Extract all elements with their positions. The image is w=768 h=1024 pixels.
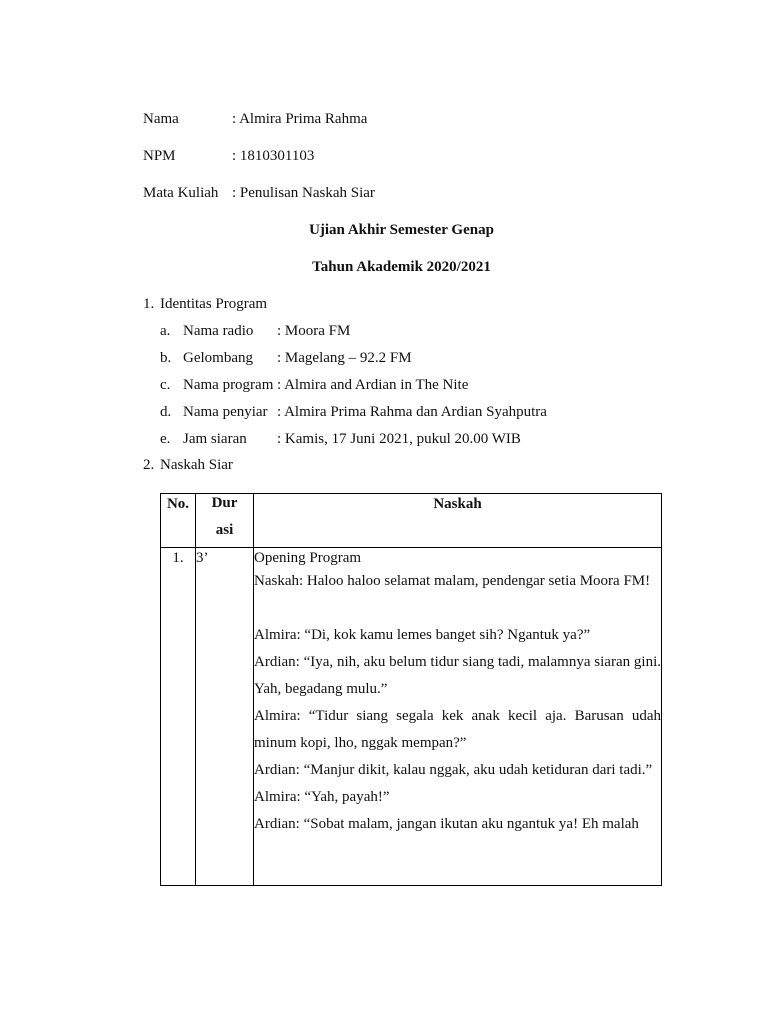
header-naskah-cell <box>254 494 662 548</box>
section2-number: 2. <box>143 457 155 473</box>
naskah-table <box>160 493 662 886</box>
title-line-2: Tahun Akademik 2020/2021 <box>312 259 491 275</box>
item-c-value: : Almira and Ardian in The Nite <box>277 377 469 393</box>
header-no: No. <box>166 496 190 512</box>
naskah-line: Almira: “Tidur siang segala kek anak kecil aja. Barusan udah minum kopi, lho, nggak mempan?” <box>254 708 661 751</box>
section1-heading: Identitas Program <box>160 296 268 312</box>
table-header-row <box>161 494 662 548</box>
naskah-line: Almira: “Di, kok kamu lemes banget sih? Ngantuk ya?” <box>254 627 591 643</box>
item-c-label: Nama program <box>183 377 274 393</box>
naskah-blank-line <box>254 595 661 622</box>
item-e-value: : Kamis, 17 Juni 2021, pukul 20.00 WIB <box>277 431 521 447</box>
naskah-line: Ardian: “Sobat malam, jangan ikutan aku ngantuk ya! Eh malah <box>254 816 639 832</box>
item-d-value: : Almira Prima Rahma dan Ardian Syahputra <box>277 404 547 420</box>
nama-label: Nama <box>143 111 179 127</box>
header-durasi-cell <box>196 494 254 548</box>
item-d-label: Nama penyiar <box>183 404 268 420</box>
item-e-letter: e. <box>160 431 171 447</box>
item-e-label: Jam siaran <box>183 431 247 447</box>
item-b-value: : Magelang – 92.2 FM <box>277 350 412 366</box>
item-c-letter: c. <box>160 377 171 393</box>
header-no-cell <box>161 494 196 548</box>
naskah-line: Opening Program <box>254 550 362 566</box>
row-naskah-cell <box>254 548 662 886</box>
naskah-line: Almira: “Yah, payah!” <box>254 789 390 805</box>
row-durasi-cell <box>196 548 254 886</box>
naskah-line: Ardian: “Iya, nih, aku belum tidur siang tadi, malamnya siaran gini. Yah, begadang mulu.” <box>254 654 661 697</box>
matkul-label: Mata Kuliah <box>143 185 219 201</box>
header-naskah: Naskah <box>433 496 482 512</box>
row-no-cell <box>161 548 196 886</box>
section1-number: 1. <box>143 296 155 312</box>
table-row <box>161 548 662 886</box>
naskah-line: Ardian: “Manjur dikit, kalau nggak, aku udah ketiduran dari tadi.” <box>254 762 653 778</box>
item-b-letter: b. <box>160 350 172 366</box>
item-a-letter: a. <box>160 323 171 339</box>
header-durasi: Durasi <box>211 495 238 538</box>
row-durasi: 3’ <box>196 550 209 566</box>
item-b-label: Gelombang <box>183 350 253 366</box>
item-d-letter: d. <box>160 404 172 420</box>
section2-heading: Naskah Siar <box>160 457 233 473</box>
title-line-1: Ujian Akhir Semester Genap <box>309 222 494 238</box>
matkul-value: : Penulisan Naskah Siar <box>232 185 375 201</box>
item-a-value: : Moora FM <box>277 323 351 339</box>
row-no: 1. <box>172 550 184 566</box>
naskah-line: Naskah: Haloo haloo selamat malam, pendengar setia Moora FM! <box>254 573 651 589</box>
npm-label: NPM <box>143 148 176 164</box>
item-a-label: Nama radio <box>183 323 254 339</box>
npm-value: : 1810301103 <box>232 148 315 164</box>
nama-value: : Almira Prima Rahma <box>232 111 368 127</box>
